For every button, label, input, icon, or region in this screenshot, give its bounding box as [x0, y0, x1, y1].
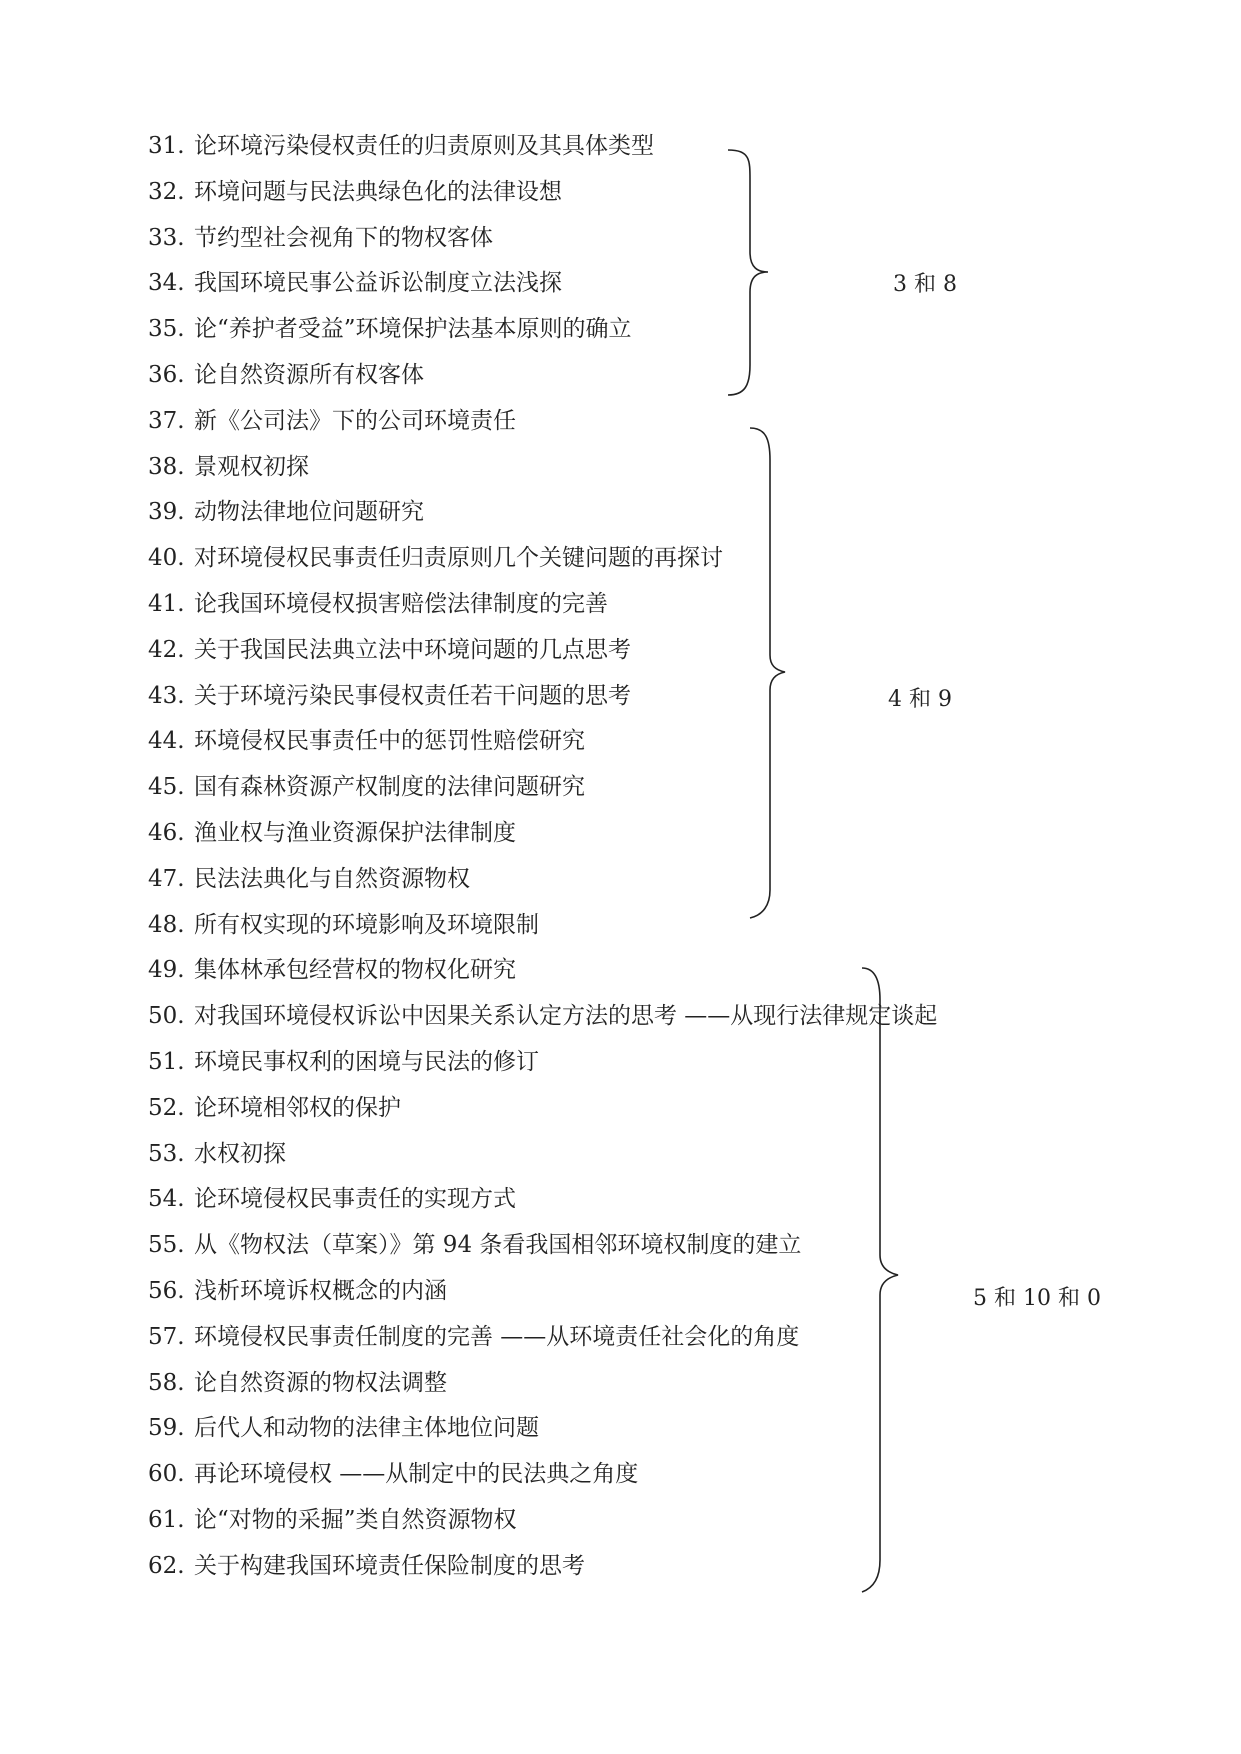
- item-number: 57.: [148, 1323, 185, 1350]
- item-title: 关于环境污染民事侵权责任若干问题的思考: [194, 682, 631, 709]
- group-label-2: 4 和 9: [888, 687, 952, 712]
- item-title: 环境侵权民事责任制度的完善 ——从环境责任社会化的角度: [194, 1323, 800, 1350]
- item-number: 36.: [148, 362, 185, 388]
- item-title: 论环境污染侵权责任的归责原则及其具体类型: [194, 133, 654, 159]
- item-title: 浅析环境诉权概念的内涵: [194, 1278, 447, 1304]
- item-number: 38.: [148, 453, 185, 480]
- item-number: 61.: [148, 1507, 185, 1533]
- item-title: 集体林承包经营权的物权化研究: [194, 957, 516, 984]
- item-title: 再论环境侵权 ——从制定中的民法典之角度: [194, 1461, 639, 1488]
- item-number: 56.: [148, 1278, 185, 1304]
- item-title: 论环境侵权民事责任的实现方式: [194, 1186, 516, 1213]
- item-number: 52.: [148, 1094, 185, 1121]
- item-title: 所有权实现的环境影响及环境限制: [194, 911, 539, 938]
- item-title: 后代人和动物的法律主体地位问题: [194, 1415, 539, 1442]
- item-number: 32.: [148, 178, 185, 205]
- item-number: 59.: [148, 1415, 185, 1442]
- item-number: 34.: [148, 270, 185, 297]
- item-title: 对环境侵权民事责任归责原则几个关键问题的再探讨: [194, 545, 723, 572]
- item-title: 国有森林资源产权制度的法律问题研究: [194, 774, 585, 801]
- item-title: 节约型社会视角下的物权客体: [194, 224, 493, 251]
- item-title: 环境问题与民法典绿色化的法律设想: [194, 178, 562, 205]
- item-number: 31.: [148, 133, 185, 159]
- item-number: 48.: [148, 911, 185, 938]
- item-number: 39.: [148, 499, 185, 526]
- item-number: 45.: [148, 774, 185, 801]
- item-number: 40.: [148, 545, 185, 572]
- item-title: 渔业权与渔业资源保护法律制度: [194, 820, 516, 846]
- item-number: 53.: [148, 1140, 185, 1167]
- item-title: 新《公司法》下的公司环境责任: [194, 407, 516, 434]
- item-number: 51.: [148, 1049, 185, 1075]
- item-title: 对我国环境侵权诉讼中因果关系认定方法的思考 ——从现行法律规定谈起: [194, 1003, 938, 1030]
- group-label-3: 5 和 10 和 0: [973, 1286, 1101, 1311]
- item-number: 41.: [148, 591, 185, 617]
- group-label-1: 3 和 8: [893, 272, 957, 297]
- item-title: 从《物权法（草案）》第 94 条看我国相邻环境权制度的建立: [194, 1232, 802, 1259]
- item-title: 论“养护者受益”环境保护法基本原则的确立: [194, 316, 632, 343]
- item-number: 49.: [148, 957, 185, 984]
- item-title: 环境民事权利的困境与民法的修订: [194, 1049, 539, 1075]
- item-title: 关于构建我国环境责任保险制度的思考: [194, 1552, 585, 1579]
- item-title: 民法法典化与自然资源物权: [194, 865, 470, 892]
- item-title: 景观权初探: [194, 453, 309, 480]
- item-number: 42.: [148, 636, 185, 663]
- group-brace-3: [862, 968, 898, 1592]
- item-number: 62.: [148, 1552, 185, 1579]
- item-number: 60.: [148, 1461, 185, 1488]
- item-title: 环境侵权民事责任中的惩罚性赔偿研究: [194, 728, 585, 755]
- item-number: 43.: [148, 682, 185, 709]
- item-number: 54.: [148, 1186, 185, 1213]
- item-number: 55.: [148, 1232, 185, 1259]
- group-brace-2: [750, 428, 785, 918]
- item-title: 动物法律地位问题研究: [194, 499, 424, 526]
- item-number: 35.: [148, 316, 185, 343]
- item-title: 我国环境民事公益诉讼制度立法浅探: [194, 270, 562, 297]
- group-brace-1: [728, 150, 768, 395]
- item-number: 37.: [148, 407, 185, 434]
- item-number: 47.: [148, 865, 185, 892]
- item-number: 50.: [148, 1003, 185, 1030]
- item-title: 论我国环境侵权损害赔偿法律制度的完善: [194, 591, 608, 617]
- item-number: 33.: [148, 224, 185, 251]
- item-title: 论自然资源的物权法调整: [194, 1369, 447, 1396]
- item-title: 论“对物的采掘”类自然资源物权: [194, 1507, 517, 1533]
- item-number: 44.: [148, 728, 185, 755]
- item-title: 论自然资源所有权客体: [194, 362, 424, 388]
- item-number: 46.: [148, 820, 185, 846]
- item-title: 论环境相邻权的保护: [194, 1094, 401, 1121]
- item-number: 58.: [148, 1369, 185, 1396]
- item-title: 关于我国民法典立法中环境问题的几点思考: [194, 636, 631, 663]
- item-title: 水权初探: [194, 1140, 286, 1167]
